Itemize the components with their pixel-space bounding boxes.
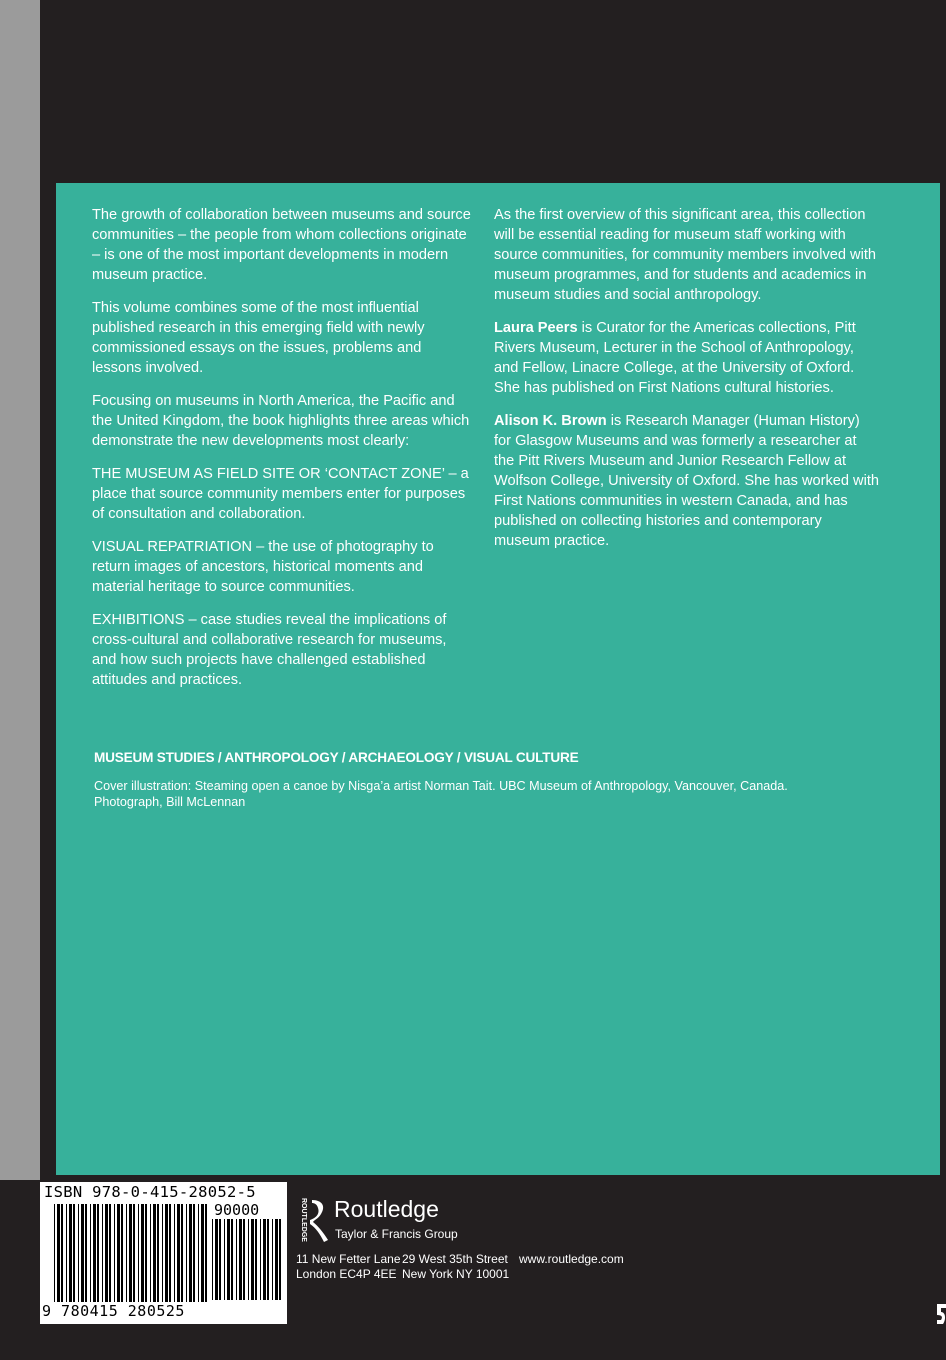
address-line: 11 New Fetter Lane — [296, 1252, 401, 1266]
barcode-bar — [260, 1219, 261, 1300]
barcode-bar — [102, 1204, 103, 1302]
barcode-bar — [248, 1219, 249, 1300]
price-code: 90000 — [214, 1201, 260, 1219]
barcode-bar — [224, 1219, 225, 1300]
publisher-group: Taylor & Francis Group — [335, 1227, 458, 1241]
barcode-bar — [129, 1204, 132, 1302]
barcode-bar — [105, 1204, 108, 1302]
barcode-bar — [126, 1204, 127, 1302]
barcode-bar — [189, 1204, 192, 1302]
routledge-logo-icon — [296, 1196, 330, 1244]
barcode-bar — [109, 1204, 111, 1302]
barcode-bar — [201, 1204, 204, 1302]
barcode-bar — [145, 1204, 147, 1302]
barcode-bar — [275, 1219, 278, 1300]
barcode-bar — [193, 1204, 195, 1302]
barcode-bar — [263, 1219, 266, 1300]
isbn-number: ISBN 978-0-415-28052-5 — [44, 1183, 256, 1201]
author-name: Alison K. Brown — [494, 413, 607, 429]
barcode-bar — [69, 1204, 72, 1302]
barcode-bar — [66, 1204, 67, 1302]
barcode-bar — [177, 1204, 180, 1302]
barcode-bars — [54, 1204, 210, 1302]
barcode-bar — [174, 1204, 175, 1302]
blurb-right-column — [494, 205, 880, 564]
author-bio-text: is Research Manager (Human History) for Glasgow Museums and was formerly a researcher at the Pitt Rivers Museum and Junior Research Fellow at Wolfson College, University of Oxford. She has worked with First Nations communities in western Canada, and has published on collecting histories and contemporary museum practice. — [494, 413, 880, 549]
publisher-name: Routledge — [334, 1196, 439, 1222]
author-bio-2 — [494, 411, 880, 551]
barcode-bar — [114, 1204, 115, 1302]
barcode-addon-bars — [212, 1219, 282, 1300]
barcode-bar — [117, 1204, 120, 1302]
barcode-bar — [57, 1204, 60, 1302]
logo-vertical-text: ROUTLEDGE — [300, 1198, 307, 1242]
barcode-bar — [219, 1219, 221, 1300]
barcode-bar — [279, 1219, 281, 1300]
barcode-bar — [272, 1219, 273, 1300]
blurb-paragraph: EXHIBITIONS – case studies reveal the implications of cross-cultural and collaborative research for museums, and how such projects have challenged established attitudes and practices. — [92, 612, 447, 688]
barcode-bar — [239, 1219, 242, 1300]
barcode-bar — [236, 1219, 237, 1300]
caption-line: Cover illustration: Steaming open a canoe by Nisga’a artist Norman Tait. UBC Museum of Anthropology, Vancouver, Canada. — [94, 779, 788, 793]
barcode-bar — [54, 1204, 55, 1302]
barcode-bar — [227, 1219, 230, 1300]
blurb-left-column — [92, 205, 472, 703]
barcode-bar — [93, 1204, 96, 1302]
spine-gray-strip — [0, 0, 40, 1180]
author-name: Laura Peers — [494, 320, 578, 336]
blurb-paragraph: THE MUSEUM AS FIELD SITE OR ‘CONTACT ZONE’ – a place that source community members enter for purposes of consultation and collaboration. — [92, 466, 469, 522]
barcode-bar — [90, 1204, 91, 1302]
barcode-bar — [133, 1204, 135, 1302]
caption-line: Photograph, Bill McLennan — [94, 795, 246, 809]
barcode-bar — [165, 1204, 168, 1302]
blurb-paragraph: As the first overview of this significant area, this collection will be essential reading for museum staff working with source communities, for community members involved with museum programmes, and for students and academics in museum studies and social anthropology. — [494, 207, 876, 303]
barcode-bar — [198, 1204, 199, 1302]
top-dark-band — [56, 0, 946, 183]
subject-categories: MUSEUM STUDIES / ANTHROPOLOGY / ARCHAEOLOGY / VISUAL CULTURE — [94, 750, 579, 765]
address-line: London EC4P 4EE — [296, 1267, 397, 1281]
author-bio-1 — [494, 318, 880, 398]
cover-caption — [94, 778, 854, 810]
barcode-bar — [243, 1219, 245, 1300]
barcode-bar — [267, 1219, 269, 1300]
barcode-bar — [81, 1204, 84, 1302]
address-new-york — [402, 1252, 509, 1282]
barcode-bar — [162, 1204, 163, 1302]
blurb-paragraph: Focusing on museums in North America, the Pacific and the United Kingdom, the book highlights three areas which demonstrate the new developments most clearly: — [92, 393, 470, 449]
blurb-paragraph: The growth of collaboration between museums and source communities – the people from whom collections originate – is one of the most important developments in modern museum practice. — [92, 207, 471, 283]
barcode-bar — [181, 1204, 183, 1302]
barcode-bar — [169, 1204, 171, 1302]
barcode-bar — [212, 1219, 213, 1300]
back-cover-panel — [56, 183, 940, 1175]
address-line: 29 West 35th Street — [402, 1252, 508, 1266]
barcode-bar — [157, 1204, 159, 1302]
barcode-bar — [121, 1204, 123, 1302]
barcode-bar — [78, 1204, 79, 1302]
address-line: New York NY 10001 — [402, 1267, 510, 1281]
barcode-bar — [255, 1219, 257, 1300]
ean-number: 9 780415 280525 — [42, 1302, 185, 1320]
barcode-bar — [97, 1204, 99, 1302]
publisher-website: www.routledge.com — [519, 1252, 624, 1266]
author-bio-text: is Curator for the Americas collections, Pitt Rivers Museum, Lecturer in the School of Anthropology, and Fellow, Linacre College, at the University of Oxford. She has published on First Nations cultural histories. — [494, 320, 856, 396]
barcode-bar — [141, 1204, 144, 1302]
blurb-paragraph: VISUAL REPATRIATION – the use of photography to return images of ancestors, historical moments and material heritage to source communities. — [92, 539, 434, 595]
barcode-bar — [138, 1204, 139, 1302]
barcode-bar — [231, 1219, 233, 1300]
blurb-paragraph: This volume combines some of the most influential published research in this emerging field with newly commissioned essays on the issues, problems and lessons involved. — [92, 300, 425, 376]
barcode-bar — [205, 1204, 207, 1302]
barcode-bar — [150, 1204, 151, 1302]
address-london — [296, 1252, 401, 1282]
barcode-bar — [73, 1204, 75, 1302]
barcode-bar — [61, 1204, 63, 1302]
barcode-bar — [186, 1204, 187, 1302]
isbn-barcode — [40, 1182, 287, 1324]
corner-logo-mark — [935, 1302, 946, 1328]
barcode-bar — [215, 1219, 218, 1300]
barcode-bar — [85, 1204, 87, 1302]
barcode-bar — [251, 1219, 254, 1300]
barcode-bar — [153, 1204, 156, 1302]
